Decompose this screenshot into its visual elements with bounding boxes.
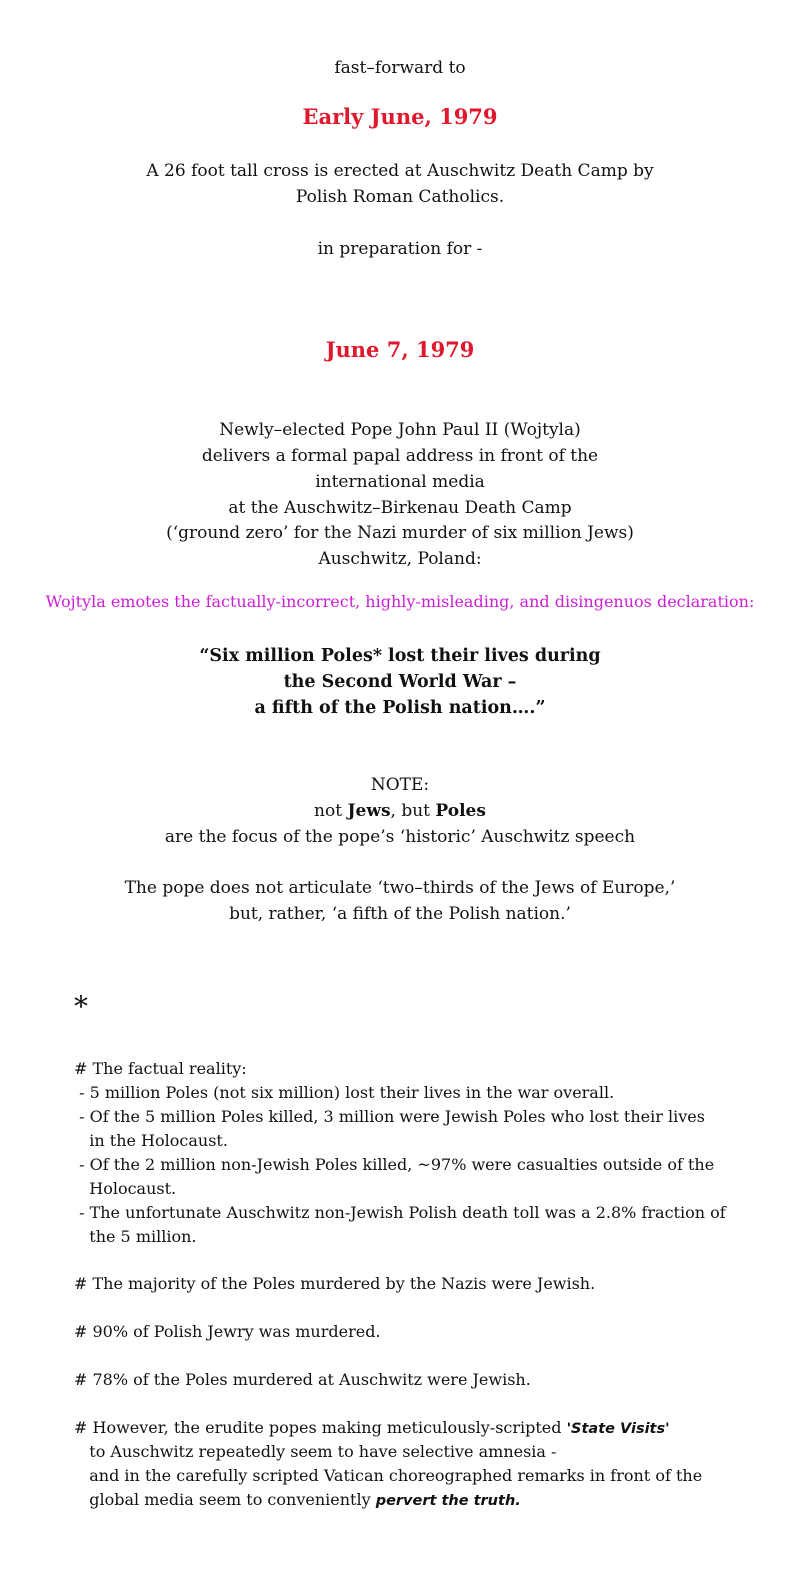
- fact-auschwitz: # 78% of the Poles murdered at Auschwitz were Jewish.: [74, 1370, 531, 1389]
- note-line-1: [0, 798, 800, 824]
- note-head: NOTE:: [370, 775, 430, 795]
- fact-line: - 5 million Poles (not six million) lost their lives in the war overall.: [74, 1083, 615, 1102]
- state-visits-emphasis: 'State Visits': [566, 1421, 670, 1437]
- address-line-6: Auschwitz, Poland:: [318, 549, 482, 569]
- date-june-7: June 7, 1979: [325, 337, 475, 362]
- fact-line: in the Holocaust.: [74, 1131, 228, 1150]
- address-line-2: delivers a formal papal address in front of the: [201, 446, 599, 466]
- fact-line: - Of the 5 million Poles killed, 3 million were Jewish Poles who lost their lives: [74, 1107, 705, 1126]
- last-pre: global media seem to conveniently: [74, 1490, 376, 1509]
- address-line-5: (‘ground zero’ for the Nazi murder of six million Jews): [166, 523, 634, 543]
- pervert-truth-emphasis: pervert the truth.: [375, 1493, 521, 1509]
- however-line-4: [74, 1488, 521, 1513]
- prep-text: in preparation for -: [317, 239, 483, 259]
- fact-majority: # The majority of the Poles murdered by the Nazis were Jewish.: [74, 1274, 596, 1293]
- quote-line-1: “Six million Poles* lost their lives during: [199, 646, 601, 666]
- quote-line-3: a fifth of the Polish nation….”: [254, 698, 546, 718]
- fact-line: # The factual reality:: [74, 1059, 247, 1078]
- quote-line-2: the Second World War –: [283, 672, 517, 692]
- articulate-line-2: but, rather, ‘a fifth of the Polish nation.’: [229, 904, 571, 924]
- note-jews: Jews: [347, 801, 391, 821]
- however-line-2: to Auschwitz repeatedly seem to have selective amnesia -: [74, 1442, 557, 1461]
- footnote-asterisk: *: [74, 990, 88, 1023]
- however-line-1: [74, 1416, 670, 1441]
- emotes-line: Wojtyla emotes the factually-incorrect, highly-misleading, and disingenuos declaration:: [45, 592, 755, 611]
- date-early-june: Early June, 1979: [302, 104, 498, 129]
- fact-line: - The unfortunate Auschwitz non-Jewish Polish death toll was a 2.8% fraction of: [74, 1203, 726, 1222]
- note-line-2: are the focus of the pope’s ‘historic’ Auschwitz speech: [164, 827, 636, 847]
- cross-line-2: Polish Roman Catholics.: [295, 187, 505, 207]
- address-line-4: at the Auschwitz–Birkenau Death Camp: [228, 498, 572, 518]
- address-line-1: Newly–elected Pope John Paul II (Wojtyla): [219, 420, 581, 440]
- note-mid: , but: [390, 801, 436, 821]
- fact-jewry: # 90% of Polish Jewry was murdered.: [74, 1322, 381, 1341]
- address-line-3: international media: [315, 472, 485, 492]
- articulate-line-1: The pope does not articulate ‘two–thirds of the Jews of Europe,’: [124, 878, 676, 898]
- fact-line: - Of the 2 million non-Jewish Poles killed, ~97% were casualties outside of the: [74, 1155, 715, 1174]
- cross-line-1: A 26 foot tall cross is erected at Auschwitz Death Camp by: [146, 161, 654, 181]
- intro-text: fast–forward to: [334, 58, 466, 78]
- fact-line: Holocaust.: [74, 1179, 177, 1198]
- however-line-3: and in the carefully scripted Vatican choreographed remarks in front of the: [74, 1466, 703, 1485]
- however-pre: # However, the erudite popes making meticulously-scripted: [74, 1418, 567, 1437]
- note-pre: not: [314, 801, 348, 821]
- fact-line: the 5 million.: [74, 1227, 197, 1246]
- note-poles: Poles: [435, 801, 486, 821]
